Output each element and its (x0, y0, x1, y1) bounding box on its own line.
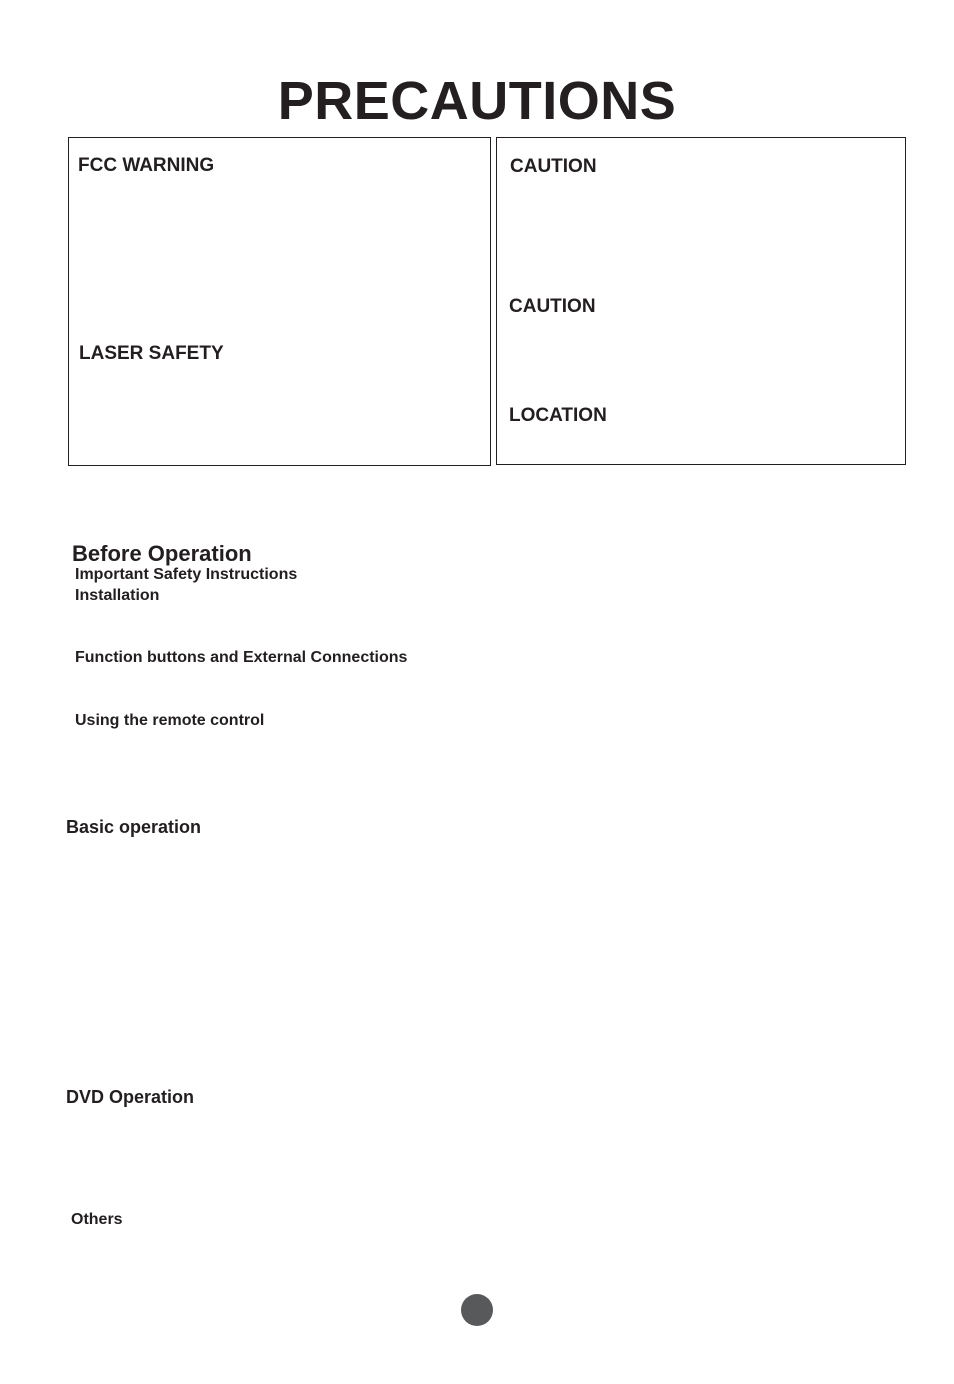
caution-heading-2: CAUTION (509, 296, 596, 317)
precautions-left-box (68, 137, 491, 466)
toc-item-installation: Installation (75, 587, 160, 604)
others-heading: Others (71, 1211, 123, 1228)
page-title: PRECAUTIONS (277, 71, 677, 131)
toc-item-remote-control: Using the remote control (75, 712, 265, 729)
toc-item-safety-instructions: Important Safety Instructions (75, 566, 298, 583)
location-heading: LOCATION (509, 405, 607, 426)
before-operation-title: Before Operation (72, 541, 252, 566)
fcc-warning-heading: FCC WARNING (78, 155, 215, 176)
toc-item-function-buttons: Function buttons and External Connections (75, 649, 408, 666)
dvd-operation-heading: DVD Operation (66, 1087, 195, 1107)
basic-operation-heading: Basic operation (66, 817, 202, 837)
laser-safety-heading: LASER SAFETY (79, 343, 224, 364)
caution-heading-1: CAUTION (510, 156, 597, 177)
page-number-dot (461, 1294, 493, 1326)
